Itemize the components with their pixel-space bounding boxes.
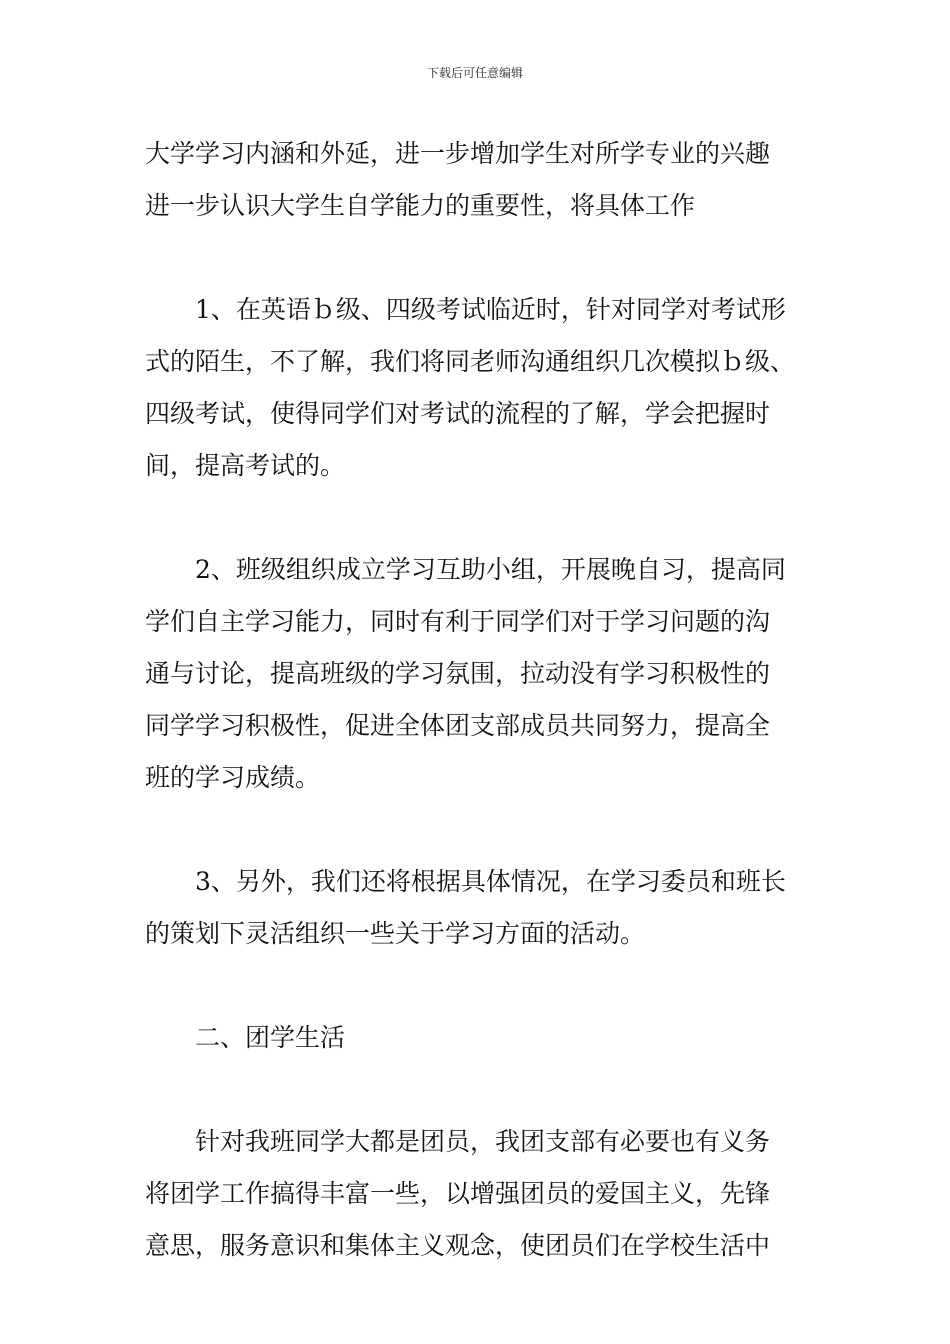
paragraph-spacer xyxy=(145,492,810,544)
text-line: 2、班级组织成立学习互助小组，开展晚自习，提高同 xyxy=(195,555,786,584)
paragraph-spacer xyxy=(145,960,810,1012)
text-line: 将团学工作搞得丰富一些，以增强团员的爱国主义，先锋 xyxy=(145,1179,771,1208)
text-line: 班的学习成绩。 xyxy=(145,763,321,792)
text-line: 式的陌生，不了解，我们将同老师沟通组织几次模拟ｂ级、 xyxy=(145,347,796,376)
paragraph-spacer xyxy=(145,232,810,284)
text-line: 间，提高考试的。 xyxy=(145,451,346,480)
list-item-3 xyxy=(145,856,810,960)
text-line: 四级考试，使得同学们对考试的流程的了解，学会把握时 xyxy=(145,399,771,428)
text-line: 1、在英语ｂ级、四级考试临近时，针对同学对考试形 xyxy=(195,295,786,324)
text-line: 针对我班同学大都是团员，我团支部有必要也有义务 xyxy=(195,1127,771,1156)
list-item-1 xyxy=(145,284,810,492)
text-line: 同学学习积极性，促进全体团支部成员共同努力，提高全 xyxy=(145,711,771,740)
text-line: 3、另外，我们还将根据具体情况，在学习委员和班长 xyxy=(195,867,786,896)
text-line: 大学学习内涵和外延，进一步增加学生对所学专业的兴趣 xyxy=(145,139,771,168)
text-line: 进一步认识大学生自学能力的重要性，将具体工作 xyxy=(145,191,696,220)
document-body xyxy=(145,128,810,1272)
text-line: 的策划下灵活组织一些关于学习方面的活动。 xyxy=(145,919,646,948)
paragraph-spacer xyxy=(145,804,810,856)
list-item-2 xyxy=(145,544,810,804)
text-line: 意思，服务意识和集体主义观念，使团员们在学校生活中 xyxy=(145,1231,771,1260)
intro-paragraph xyxy=(145,128,810,232)
text-line: 学们自主学习能力，同时有利于同学们对于学习问题的沟 xyxy=(145,607,771,636)
section-heading: 二、团学生活 xyxy=(195,1023,346,1052)
section-paragraph xyxy=(145,1116,810,1272)
page-header: 下载后可任意编辑 xyxy=(426,66,523,80)
text-line: 通与讨论，提高班级的学习氛围，拉动没有学习积极性的 xyxy=(145,659,771,688)
paragraph-spacer xyxy=(145,1064,810,1116)
